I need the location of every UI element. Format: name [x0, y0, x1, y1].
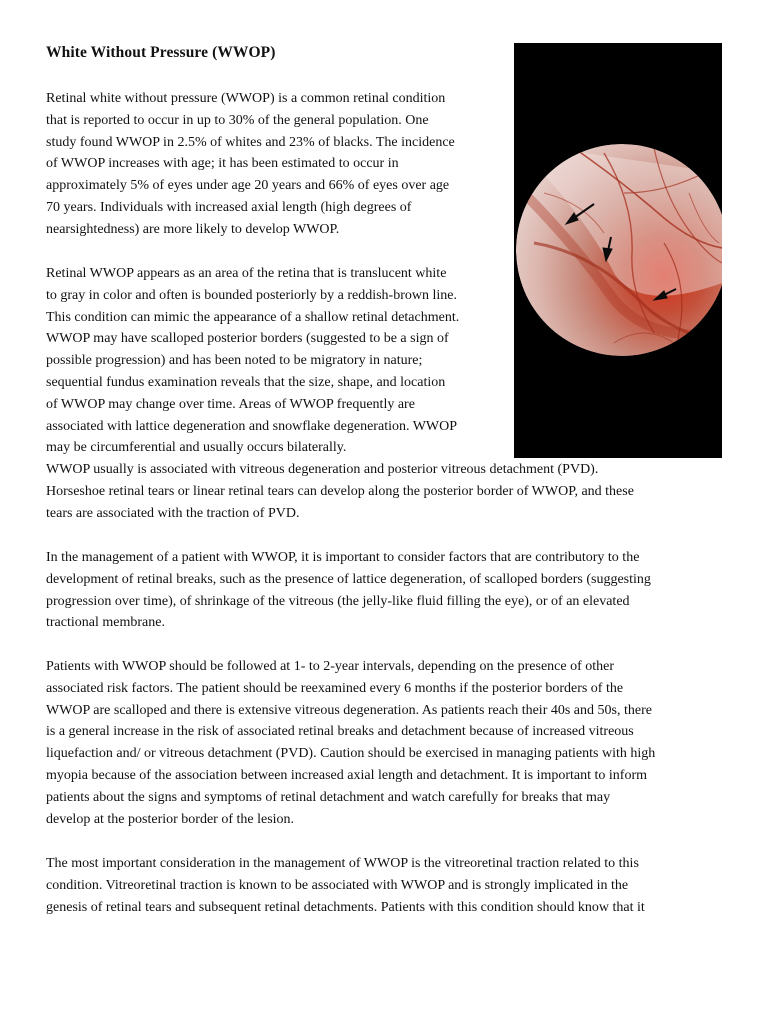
text-line: Retinal WWOP appears as an area of the retina that is translucent white [46, 266, 447, 281]
text-line: progression over time), of shrinkage of the vitreous (the jelly-like fluid filling the eye), or of an elevated [46, 593, 630, 609]
text-line: develop at the posterior border of the lesion. [46, 811, 295, 827]
text-line: Patients with WWOP should be followed at 1- to 2-year intervals, depending on the presence of other [46, 659, 615, 674]
paragraph-traction [46, 853, 645, 918]
text-line: Horseshoe retinal tears or linear retinal tears can develop along the posterior border of WWOP, and these [46, 483, 634, 499]
text-line: to gray in color and often is bounded posteriorly by a reddish-brown line. [46, 287, 457, 303]
text-line: In the management of a patient with WWOP, it is important to consider factors that are contributory to the [46, 550, 640, 565]
paragraph-follow-up [46, 656, 655, 830]
text-line: 70 years. Individuals with increased axial length (high degrees of [46, 199, 412, 215]
text-line: liquefaction and/ or vitreous detachment (PVD). Caution should be exercised in managing patients with high [46, 746, 656, 762]
text-line: nearsightedness) are more likely to develop WWOP. [46, 221, 340, 237]
page-title: White Without Pressure (WWOP) [46, 44, 276, 61]
text-line: may be circumferential and usually occurs bilaterally. [46, 440, 347, 456]
text-line: that is reported to occur in up to 30% of the general population. One [46, 112, 429, 128]
text-line: tears are associated with the traction of PVD. [46, 505, 300, 521]
text-line: WWOP may have scalloped posterior borders (suggested to be a sign of [46, 331, 449, 347]
text-line: genesis of retinal tears and subsequent retinal detachments. Patients with this condition should know that it [46, 899, 645, 915]
text-line: tractional membrane. [46, 615, 165, 631]
text-line: condition. Vitreoretinal traction is known to be associated with WWOP and is strongly implicated in the [46, 877, 629, 893]
text-line: associated with lattice degeneration and snowflake degeneration. WWOP [46, 418, 458, 434]
paragraph-appearance [46, 263, 634, 525]
paragraph-management [46, 547, 651, 634]
text-line: WWOP are scalloped and there is extensive vitreous degeneration. As patients reach their 40s and 50s, there [46, 702, 652, 718]
text-line: development of retinal breaks, such as the presence of lattice degeneration, of scalloped borders (suggesting [46, 571, 651, 587]
text-line: is a general increase in the risk of associated retinal breaks and detachment because of increased vitreous [46, 724, 634, 740]
text-line: study found WWOP in 2.5% of whites and 23% of blacks. The incidence [46, 134, 455, 150]
text-line: sequential fundus examination reveals that the size, shape, and location [46, 374, 446, 390]
paragraph-prevalence [46, 88, 455, 241]
text-line: associated risk factors. The patient should be reexamined every 6 months if the posterior borders of the [46, 680, 624, 696]
text-line: of WWOP may change over time. Areas of WWOP frequently are [46, 396, 415, 412]
text-line: patients about the signs and symptoms of retinal detachment and watch carefully for breaks that may [46, 789, 611, 805]
text-line: Retinal white without pressure (WWOP) is a common retinal condition [46, 91, 446, 106]
text-line: approximately 5% of eyes under age 20 years and 66% of eyes over age [46, 178, 450, 194]
text-line: of WWOP increases with age; it has been estimated to occur in [46, 156, 399, 172]
text-line: myopia because of the association between increased axial length and detachment. It is important to inform [46, 767, 648, 783]
text-line: possible progression) and has been noted to be migratory in nature; [46, 353, 423, 369]
text-line: This condition can mimic the appearance of a shallow retinal detachment. [46, 309, 460, 325]
text-line: WWOP usually is associated with vitreous degeneration and posterior vitreous detachment (PVD). [46, 462, 599, 478]
text-line: The most important consideration in the management of WWOP is the vitreoretinal traction related to this [46, 856, 639, 871]
